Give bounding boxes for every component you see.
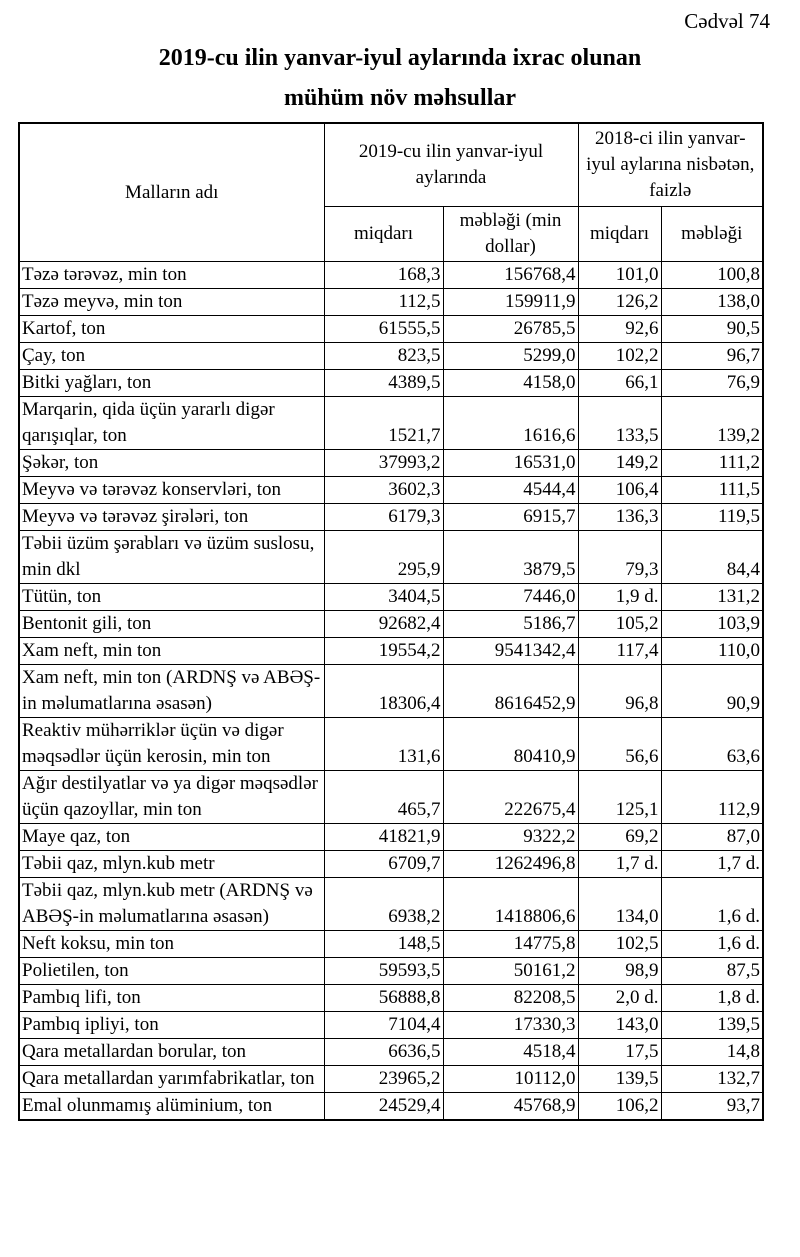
quantity-2018-cell: 126,2	[578, 289, 661, 316]
table-row	[19, 289, 763, 316]
header-product-name: Malların adı	[19, 123, 324, 262]
quantity-2019-cell: 6709,7	[324, 851, 443, 878]
title-line-2: mühüm növ məhsullar	[283, 85, 517, 111]
table-row	[19, 985, 763, 1012]
table-row	[19, 397, 763, 450]
product-name-cell: Qara metallardan yarımfabrikatlar, ton	[19, 1066, 324, 1093]
page-title	[0, 38, 800, 118]
amount-2019-cell: 3879,5	[443, 531, 578, 584]
amount-2019-cell: 10112,0	[443, 1066, 578, 1093]
quantity-2019-cell: 61555,5	[324, 316, 443, 343]
quantity-2019-cell: 59593,5	[324, 958, 443, 985]
quantity-2018-cell: 102,2	[578, 343, 661, 370]
quantity-2018-cell: 149,2	[578, 450, 661, 477]
product-name-cell: Təbii qaz, mlyn.kub metr	[19, 851, 324, 878]
table-row	[19, 370, 763, 397]
amount-2019-cell: 1616,6	[443, 397, 578, 450]
amount-2019-cell: 159911,9	[443, 289, 578, 316]
quantity-2019-cell: 465,7	[324, 771, 443, 824]
quantity-2018-cell: 136,3	[578, 504, 661, 531]
amount-2018-cell: 1,6 d.	[661, 931, 763, 958]
table-row	[19, 1066, 763, 1093]
amount-2018-cell: 111,5	[661, 477, 763, 504]
quantity-2019-cell: 131,6	[324, 718, 443, 771]
table-row	[19, 343, 763, 370]
header-group-2019: 2019-cu ilin yanvar-iyul aylarında	[324, 123, 578, 207]
table-body	[19, 262, 763, 1121]
amount-2019-cell: 5186,7	[443, 611, 578, 638]
table-row	[19, 316, 763, 343]
product-name-cell: Qara metallardan borular, ton	[19, 1039, 324, 1066]
quantity-2018-cell: 106,4	[578, 477, 661, 504]
table-row	[19, 477, 763, 504]
amount-2019-cell: 4518,4	[443, 1039, 578, 1066]
quantity-2019-cell: 148,5	[324, 931, 443, 958]
quantity-2018-cell: 134,0	[578, 878, 661, 931]
amount-2018-cell: 1,8 d.	[661, 985, 763, 1012]
quantity-2018-cell: 139,5	[578, 1066, 661, 1093]
amount-2018-cell: 1,6 d.	[661, 878, 763, 931]
amount-2019-cell: 16531,0	[443, 450, 578, 477]
quantity-2018-cell: 98,9	[578, 958, 661, 985]
quantity-2019-cell: 7104,4	[324, 1012, 443, 1039]
exports-table	[18, 122, 764, 1121]
amount-2018-cell: 87,5	[661, 958, 763, 985]
quantity-2018-cell: 143,0	[578, 1012, 661, 1039]
header-amount-2019: məbləği (min dollar)	[443, 207, 578, 262]
amount-2019-cell: 6915,7	[443, 504, 578, 531]
header-quantity-2018: miqdarı	[578, 207, 661, 262]
amount-2019-cell: 7446,0	[443, 584, 578, 611]
header-amount-2018: məbləği	[661, 207, 763, 262]
quantity-2018-cell: 92,6	[578, 316, 661, 343]
product-name-cell: Xam neft, min ton (ARDNŞ və ABƏŞ-in məlumatlarına əsasən)	[19, 665, 324, 718]
table-caption: Cədvəl 74	[684, 9, 770, 33]
amount-2018-cell: 103,9	[661, 611, 763, 638]
amount-2019-cell: 82208,5	[443, 985, 578, 1012]
product-name-cell: Xam neft, min ton	[19, 638, 324, 665]
quantity-2018-cell: 79,3	[578, 531, 661, 584]
amount-2019-cell: 45768,9	[443, 1093, 578, 1121]
table-row	[19, 958, 763, 985]
table-row	[19, 262, 763, 289]
table-row	[19, 584, 763, 611]
product-name-cell: Kartof, ton	[19, 316, 324, 343]
quantity-2019-cell: 1521,7	[324, 397, 443, 450]
product-name-cell: Polietilen, ton	[19, 958, 324, 985]
amount-2018-cell: 112,9	[661, 771, 763, 824]
quantity-2019-cell: 4389,5	[324, 370, 443, 397]
amount-2018-cell: 90,5	[661, 316, 763, 343]
amount-2019-cell: 4544,4	[443, 477, 578, 504]
product-name-cell: Bentonit gili, ton	[19, 611, 324, 638]
table-row	[19, 824, 763, 851]
product-name-cell: Təzə tərəvəz, min ton	[19, 262, 324, 289]
quantity-2019-cell: 823,5	[324, 343, 443, 370]
amount-2019-cell: 9541342,4	[443, 638, 578, 665]
product-name-cell: Çay, ton	[19, 343, 324, 370]
quantity-2018-cell: 69,2	[578, 824, 661, 851]
quantity-2019-cell: 56888,8	[324, 985, 443, 1012]
product-name-cell: Meyvə və tərəvəz konservləri, ton	[19, 477, 324, 504]
amount-2019-cell: 50161,2	[443, 958, 578, 985]
table-row	[19, 1012, 763, 1039]
quantity-2018-cell: 102,5	[578, 931, 661, 958]
table-row	[19, 1039, 763, 1066]
quantity-2019-cell: 24529,4	[324, 1093, 443, 1121]
quantity-2019-cell: 295,9	[324, 531, 443, 584]
amount-2019-cell: 1418806,6	[443, 878, 578, 931]
quantity-2019-cell: 6636,5	[324, 1039, 443, 1066]
quantity-2018-cell: 96,8	[578, 665, 661, 718]
quantity-2019-cell: 3602,3	[324, 477, 443, 504]
product-name-cell: Tütün, ton	[19, 584, 324, 611]
table-row	[19, 851, 763, 878]
header-group-2018: 2018-ci ilin yanvar-iyul aylarına nisbətən, faizlə	[578, 123, 763, 207]
quantity-2019-cell: 23965,2	[324, 1066, 443, 1093]
quantity-2019-cell: 37993,2	[324, 450, 443, 477]
amount-2018-cell: 139,2	[661, 397, 763, 450]
product-name-cell: Meyvə və tərəvəz şirələri, ton	[19, 504, 324, 531]
amount-2018-cell: 63,6	[661, 718, 763, 771]
quantity-2019-cell: 168,3	[324, 262, 443, 289]
quantity-2019-cell: 41821,9	[324, 824, 443, 851]
amount-2018-cell: 96,7	[661, 343, 763, 370]
amount-2018-cell: 100,8	[661, 262, 763, 289]
table-row	[19, 718, 763, 771]
header-row-groups	[19, 123, 763, 207]
product-name-cell: Reaktiv mühərriklər üçün və digər məqsədlər üçün kerosin, min ton	[19, 718, 324, 771]
amount-2018-cell: 131,2	[661, 584, 763, 611]
table-row	[19, 504, 763, 531]
amount-2018-cell: 84,4	[661, 531, 763, 584]
quantity-2018-cell: 1,7 d.	[578, 851, 661, 878]
quantity-2019-cell: 112,5	[324, 289, 443, 316]
quantity-2018-cell: 17,5	[578, 1039, 661, 1066]
quantity-2019-cell: 6179,3	[324, 504, 443, 531]
table-row	[19, 1093, 763, 1121]
product-name-cell: Ağır destilyatlar və ya digər məqsədlər üçün qazoyllar, min ton	[19, 771, 324, 824]
amount-2018-cell: 138,0	[661, 289, 763, 316]
amount-2018-cell: 87,0	[661, 824, 763, 851]
quantity-2018-cell: 117,4	[578, 638, 661, 665]
quantity-2018-cell: 125,1	[578, 771, 661, 824]
amount-2018-cell: 132,7	[661, 1066, 763, 1093]
quantity-2019-cell: 18306,4	[324, 665, 443, 718]
amount-2019-cell: 9322,2	[443, 824, 578, 851]
table-row	[19, 878, 763, 931]
amount-2019-cell: 1262496,8	[443, 851, 578, 878]
amount-2018-cell: 76,9	[661, 370, 763, 397]
quantity-2019-cell: 19554,2	[324, 638, 443, 665]
table-row	[19, 531, 763, 584]
table-row	[19, 611, 763, 638]
table-row	[19, 771, 763, 824]
product-name-cell: Emal olunmamış alüminium, ton	[19, 1093, 324, 1121]
amount-2019-cell: 222675,4	[443, 771, 578, 824]
product-name-cell: Pambıq ipliyi, ton	[19, 1012, 324, 1039]
quantity-2019-cell: 92682,4	[324, 611, 443, 638]
amount-2019-cell: 156768,4	[443, 262, 578, 289]
header-quantity-2019: miqdarı	[324, 207, 443, 262]
title-line-1: 2019-cu ilin yanvar-iyul aylarında ixrac olunan	[158, 45, 642, 71]
product-name-cell: Bitki yağları, ton	[19, 370, 324, 397]
quantity-2019-cell: 6938,2	[324, 878, 443, 931]
quantity-2018-cell: 105,2	[578, 611, 661, 638]
quantity-2018-cell: 56,6	[578, 718, 661, 771]
product-name-cell: Maye qaz, ton	[19, 824, 324, 851]
quantity-2018-cell: 1,9 d.	[578, 584, 661, 611]
amount-2019-cell: 80410,9	[443, 718, 578, 771]
amount-2018-cell: 93,7	[661, 1093, 763, 1121]
quantity-2019-cell: 3404,5	[324, 584, 443, 611]
amount-2019-cell: 26785,5	[443, 316, 578, 343]
amount-2018-cell: 111,2	[661, 450, 763, 477]
product-name-cell: Marqarin, qida üçün yararlı digər qarışıqlar, ton	[19, 397, 324, 450]
amount-2018-cell: 110,0	[661, 638, 763, 665]
table-row	[19, 638, 763, 665]
quantity-2018-cell: 133,5	[578, 397, 661, 450]
quantity-2018-cell: 66,1	[578, 370, 661, 397]
amount-2019-cell: 5299,0	[443, 343, 578, 370]
table-row	[19, 665, 763, 718]
amount-2019-cell: 14775,8	[443, 931, 578, 958]
amount-2019-cell: 4158,0	[443, 370, 578, 397]
quantity-2018-cell: 101,0	[578, 262, 661, 289]
product-name-cell: Təbii qaz, mlyn.kub metr (ARDNŞ və ABƏŞ-in məlumatlarına əsasən)	[19, 878, 324, 931]
amount-2018-cell: 1,7 d.	[661, 851, 763, 878]
amount-2018-cell: 139,5	[661, 1012, 763, 1039]
product-name-cell: Neft koksu, min ton	[19, 931, 324, 958]
amount-2018-cell: 90,9	[661, 665, 763, 718]
quantity-2018-cell: 106,2	[578, 1093, 661, 1121]
amount-2018-cell: 14,8	[661, 1039, 763, 1066]
amount-2019-cell: 8616452,9	[443, 665, 578, 718]
product-name-cell: Pambıq lifi, ton	[19, 985, 324, 1012]
table-row	[19, 450, 763, 477]
product-name-cell: Təbii üzüm şərabları və üzüm suslosu, min dkl	[19, 531, 324, 584]
table-row	[19, 931, 763, 958]
amount-2018-cell: 119,5	[661, 504, 763, 531]
product-name-cell: Təzə meyvə, min ton	[19, 289, 324, 316]
amount-2019-cell: 17330,3	[443, 1012, 578, 1039]
table-header	[19, 123, 763, 262]
product-name-cell: Şəkər, ton	[19, 450, 324, 477]
quantity-2018-cell: 2,0 d.	[578, 985, 661, 1012]
